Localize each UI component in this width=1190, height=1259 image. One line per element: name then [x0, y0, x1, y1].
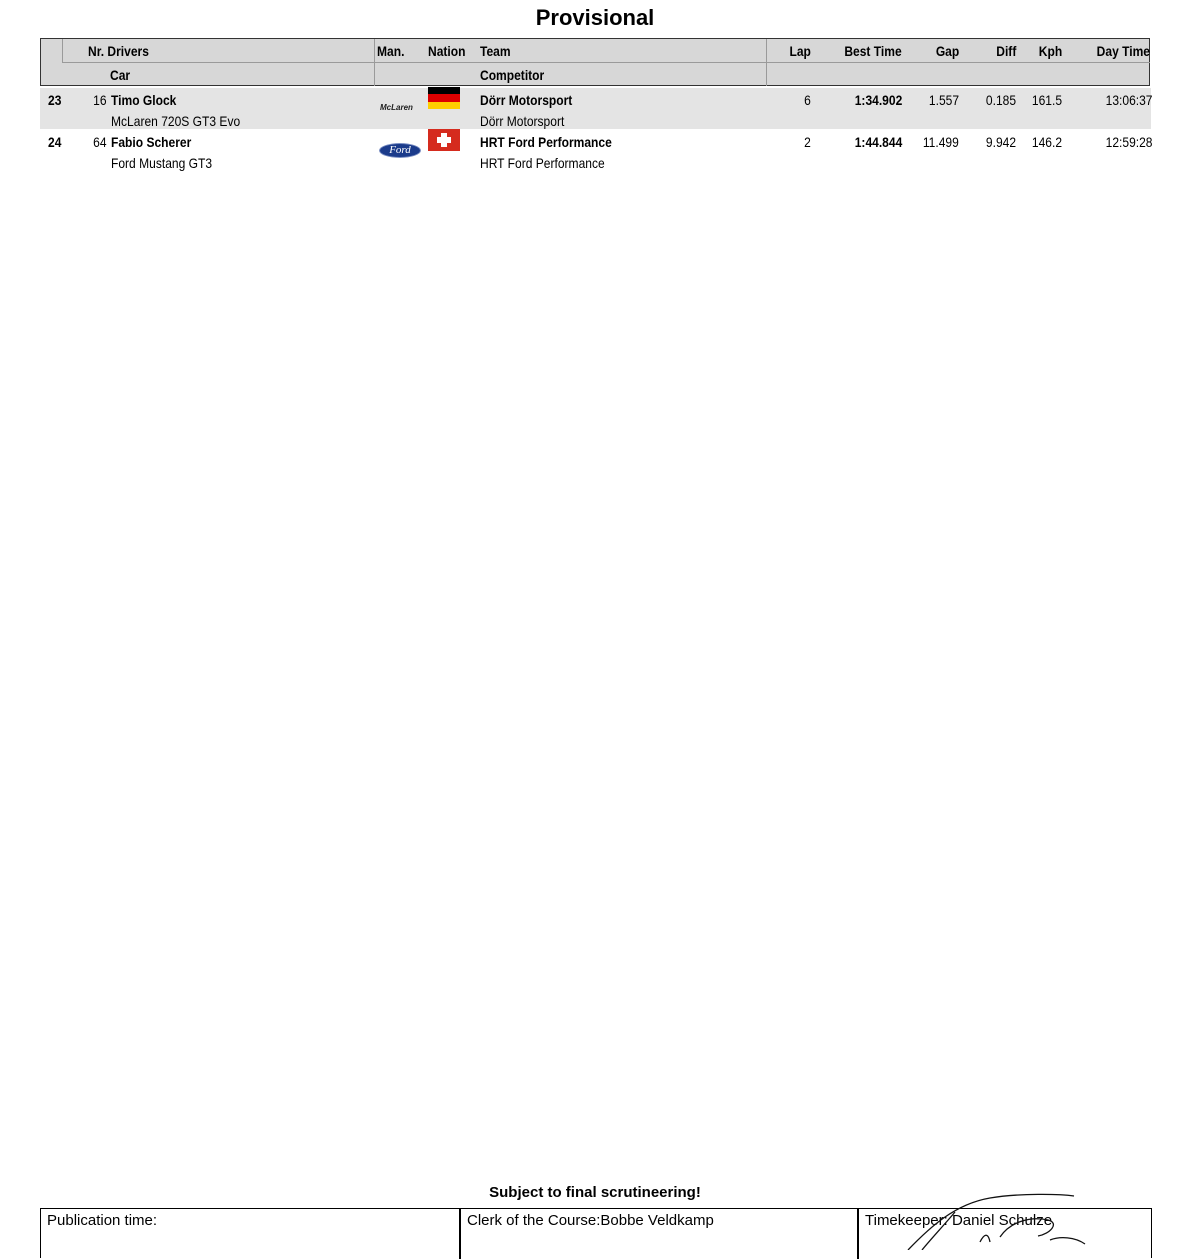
row-kph: 146.2 — [1031, 134, 1062, 150]
row-team: HRT Ford Performance — [480, 134, 612, 150]
row-driver: Timo Glock — [111, 92, 177, 108]
row-diff: 0.185 — [985, 92, 1016, 108]
row-car: Ford Mustang GT3 — [111, 155, 213, 171]
signature-icon — [900, 1192, 1090, 1250]
ford-logo: Ford — [379, 143, 421, 158]
switzerland-flag — [428, 129, 460, 151]
publication-time: Publication time: — [47, 1212, 158, 1229]
header-best-time: Best Time — [844, 43, 902, 59]
row-number: 16 — [93, 92, 107, 108]
row-kph: 161.5 — [1031, 92, 1062, 108]
row-competitor: Dörr Motorsport — [480, 113, 565, 129]
header-day-time: Day Time — [1096, 43, 1150, 59]
header-gap: Gap — [935, 43, 959, 59]
row-day-time: 12:59:28 — [1105, 134, 1152, 150]
row-lap: 2 — [804, 134, 811, 150]
row-position: 24 — [48, 134, 62, 150]
row-driver: Fabio Scherer — [111, 134, 192, 150]
clerk-of-course: Clerk of the Course:Bobbe Veldkamp — [467, 1212, 714, 1229]
row-best-time: 1:34.902 — [854, 92, 902, 108]
header-diff: Diff — [995, 43, 1016, 59]
header-team: Team — [480, 43, 511, 59]
row-diff: 9.942 — [985, 134, 1016, 150]
row-gap: 11.499 — [923, 134, 959, 150]
header-nation: Nation — [428, 43, 466, 59]
header-kph: Kph — [1038, 43, 1062, 59]
row-car: McLaren 720S GT3 Evo — [111, 113, 241, 129]
row-day-time: 13:06:37 — [1105, 92, 1152, 108]
row-gap: 1.557 — [928, 92, 959, 108]
header-separator — [62, 39, 63, 62]
row-competitor: HRT Ford Performance — [480, 155, 605, 171]
header-divider — [62, 62, 1150, 63]
header-lap: Lap — [789, 43, 811, 59]
header-separator — [766, 39, 767, 86]
header-car: Car — [110, 67, 131, 83]
row-team: Dörr Motorsport — [480, 92, 573, 108]
header-man: Man. — [377, 43, 405, 59]
header-nr-drivers: Nr. Drivers — [88, 43, 149, 59]
header-separator — [374, 39, 375, 86]
row-number: 64 — [93, 134, 107, 150]
row-best-time: 1:44.844 — [854, 134, 902, 150]
mclaren-logo: McLaren — [380, 103, 413, 112]
row-lap: 6 — [804, 92, 811, 108]
germany-flag — [428, 87, 460, 109]
page-title: Provisional — [535, 5, 655, 30]
header-competitor: Competitor — [480, 67, 545, 83]
timekeeper: Timekeeper: Daniel Schulze — [865, 1212, 1053, 1229]
row-position: 23 — [48, 92, 62, 108]
scrutineering-note: Subject to final scrutineering! — [489, 1184, 701, 1201]
